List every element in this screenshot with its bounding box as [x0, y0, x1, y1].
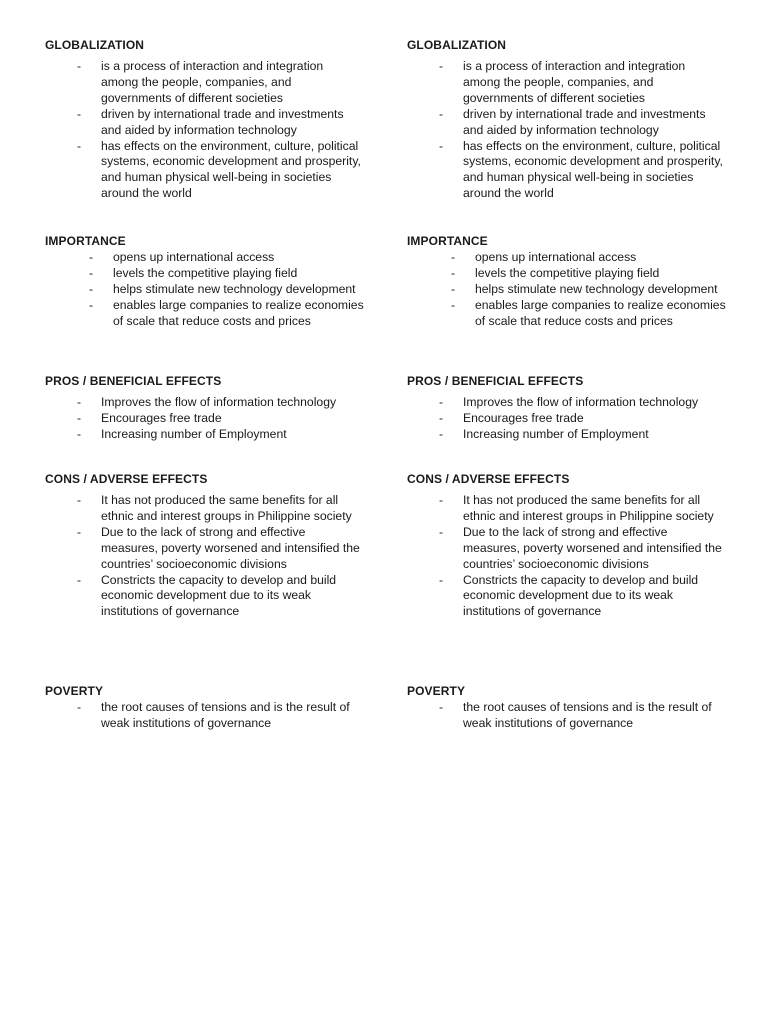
- bullet-dash: -: [439, 572, 444, 587]
- list-item-text: Due to the lack of strong and effective measures, poverty worsened and intensified the countries’ socioeconomic divisions: [101, 524, 360, 571]
- cons-list: [439, 493, 725, 620]
- list-item-text: opens up international access: [475, 250, 637, 264]
- list-item: [451, 281, 727, 298]
- bullet-dash: -: [77, 524, 82, 539]
- list-item-text: is a process of interaction and integration among the people, companies, and governments of different societies: [463, 59, 686, 105]
- list-item-text: levels the competitive playing field: [475, 265, 660, 280]
- section-heading-globalization: GLOBALIZATION: [407, 38, 507, 52]
- list-item: [77, 572, 363, 621]
- bullet-dash: -: [77, 106, 82, 121]
- list-item: [77, 410, 363, 427]
- bullet-dash: -: [89, 281, 94, 296]
- list-item-text: Encourages free trade: [463, 410, 584, 425]
- list-item-text: the root causes of tensions and is the result of weak institutions of governance: [101, 700, 350, 730]
- bullet-dash: -: [77, 410, 82, 425]
- bullet-dash: -: [439, 700, 444, 714]
- list-item-text: Improves the flow of information technology: [463, 395, 699, 409]
- list-item-text: driven by international trade and investments and aided by information technology: [101, 106, 344, 137]
- list-item-text: Constricts the capacity to develop and build economic development due to its weak institutions of governance: [463, 572, 699, 619]
- importance-list: [451, 250, 727, 330]
- poverty-list: [439, 700, 725, 732]
- list-item-text: Encourages free trade: [101, 410, 222, 425]
- bullet-dash: -: [439, 426, 444, 441]
- list-item-text: Constricts the capacity to develop and build economic development due to its weak institutions of governance: [101, 572, 337, 619]
- cons-list: [77, 493, 363, 620]
- list-item: [451, 297, 727, 330]
- list-item-text: Due to the lack of strong and effective measures, poverty worsened and intensified the countries’ socioeconomic divisions: [463, 524, 722, 571]
- section-heading-cons: CONS / ADVERSE EFFECTS: [45, 472, 208, 486]
- bullet-dash: -: [439, 524, 444, 539]
- bullet-dash: -: [89, 297, 94, 312]
- list-item-text: enables large companies to realize economies of scale that reduce costs and prices: [475, 297, 726, 328]
- bullet-dash: -: [439, 106, 444, 121]
- list-item-text: Increasing number of Employment: [463, 426, 649, 441]
- list-item: [77, 426, 363, 443]
- bullet-dash: -: [89, 265, 94, 280]
- globalization-list: [77, 59, 363, 202]
- list-item: [439, 700, 725, 732]
- bullet-dash: -: [439, 493, 444, 507]
- importance-list: [89, 250, 365, 330]
- bullet-dash: -: [77, 493, 82, 507]
- list-item: [439, 395, 725, 411]
- list-item: [89, 297, 365, 330]
- bullet-dash: -: [451, 250, 456, 264]
- bullet-dash: -: [77, 138, 82, 153]
- bullet-dash: -: [451, 297, 456, 312]
- bullet-dash: -: [451, 281, 456, 296]
- list-item: [439, 410, 725, 427]
- list-item: [77, 700, 363, 732]
- list-item-text: the root causes of tensions and is the result of weak institutions of governance: [463, 700, 712, 730]
- bullet-dash: -: [439, 59, 444, 73]
- section-heading-importance: IMPORTANCE: [407, 234, 488, 248]
- list-item: [77, 395, 363, 411]
- pros-list: [77, 395, 363, 443]
- section-heading-cons: CONS / ADVERSE EFFECTS: [407, 472, 570, 486]
- list-item-text: enables large companies to realize economies of scale that reduce costs and prices: [113, 297, 364, 328]
- list-item-text: opens up international access: [113, 250, 275, 264]
- list-item: [439, 59, 725, 107]
- list-item-text: is a process of interaction and integration among the people, companies, and governments of different societies: [101, 59, 324, 105]
- list-item: [451, 250, 727, 266]
- list-item-text: has effects on the environment, culture, political systems, economic development and prosperity, and human physical well-being in societies around the world: [101, 138, 361, 201]
- list-item: [439, 493, 725, 525]
- bullet-dash: -: [439, 138, 444, 153]
- list-item-text: helps stimulate new technology development: [113, 281, 356, 296]
- section-heading-pros: PROS / BENEFICIAL EFFECTS: [407, 374, 584, 388]
- bullet-dash: -: [89, 250, 94, 264]
- list-item: [89, 281, 365, 298]
- list-item: [77, 59, 363, 107]
- bullet-dash: -: [77, 700, 82, 714]
- section-heading-globalization: GLOBALIZATION: [45, 38, 145, 52]
- bullet-dash: -: [77, 59, 82, 73]
- bullet-dash: -: [451, 265, 456, 280]
- list-item: [451, 265, 727, 282]
- bullet-dash: -: [77, 395, 82, 409]
- section-heading-poverty: POVERTY: [407, 684, 466, 698]
- list-item-text: Improves the flow of information technology: [101, 395, 337, 409]
- section-heading-poverty: POVERTY: [45, 684, 104, 698]
- list-item: [89, 265, 365, 282]
- bullet-dash: -: [439, 395, 444, 409]
- pros-list: [439, 395, 725, 443]
- poverty-list: [77, 700, 363, 732]
- list-item: [77, 493, 363, 525]
- list-item-text: has effects on the environment, culture, political systems, economic development and prosperity, and human physical well-being in societies around the world: [463, 138, 723, 201]
- list-item: [439, 524, 725, 573]
- list-item: [77, 138, 363, 203]
- list-item: [439, 572, 725, 621]
- list-item: [77, 106, 363, 139]
- list-item: [439, 106, 725, 139]
- list-item-text: Increasing number of Employment: [101, 426, 287, 441]
- globalization-list: [439, 59, 725, 202]
- list-item: [439, 426, 725, 443]
- list-item-text: helps stimulate new technology development: [475, 281, 718, 296]
- bullet-dash: -: [439, 410, 444, 425]
- bullet-dash: -: [77, 426, 82, 441]
- section-heading-importance: IMPORTANCE: [45, 234, 126, 248]
- list-item: [89, 250, 365, 266]
- list-item-text: It has not produced the same benefits for all ethnic and interest groups in Philippine society: [463, 493, 714, 523]
- list-item-text: It has not produced the same benefits for all ethnic and interest groups in Philippine society: [101, 493, 352, 523]
- list-item-text: driven by international trade and investments and aided by information technology: [463, 106, 706, 137]
- section-heading-pros: PROS / BENEFICIAL EFFECTS: [45, 374, 222, 388]
- list-item: [77, 524, 363, 573]
- list-item-text: levels the competitive playing field: [113, 265, 298, 280]
- list-item: [439, 138, 725, 203]
- bullet-dash: -: [77, 572, 82, 587]
